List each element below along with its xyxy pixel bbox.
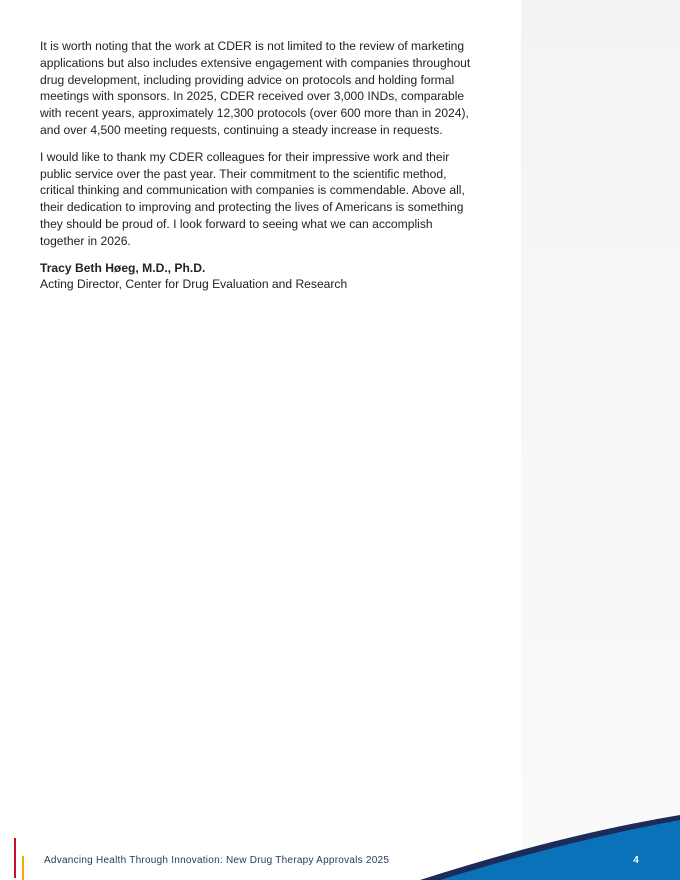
page-number: 4 [633, 855, 639, 866]
paragraph-line: I would like to thank my CDER colleagues for their impressive work and their [40, 149, 450, 164]
footer-wave-blue-band [440, 820, 680, 880]
paragraph-line: and over 4,500 meeting requests, continuing a steady increase in requests. [40, 122, 443, 137]
paragraph-line: applications but also includes extensive engagement with companies throughout [40, 55, 471, 70]
paragraph-line: their dedication to improving and protecting the lives of Americans is something [40, 200, 464, 215]
paragraph-line: together in 2026. [40, 233, 131, 248]
signature-title: Acting Director, Center for Drug Evaluation and Research [40, 277, 348, 292]
paragraph-line: they should be proud of. I look forward to seeing what we can accomplish [40, 216, 433, 231]
footer-red-accent-bar [14, 838, 16, 878]
paragraph-line: It is worth noting that the work at CDER is not limited to the review of marketing [40, 39, 465, 53]
footer-gold-accent-bar [22, 856, 24, 880]
paragraph-line: critical thinking and communication with companies is commendable. Above all, [40, 183, 465, 198]
paragraph-line: meetings with sponsors. In 2025, CDER received over 3,000 INDs, comparable [40, 89, 465, 104]
paragraph-line: drug development, including providing advice on protocols and holding formal [40, 72, 455, 87]
paragraph-line: public service over the past year. Their commitment to the scientific method, [40, 166, 447, 181]
paragraph-line: with recent years, approximately 12,300 protocols (over 600 more than in 2024), [40, 106, 469, 121]
footer-document-title: Advancing Health Through Innovation: New Drug Therapy Approvals 2025 [44, 855, 390, 866]
signature-name: Tracy Beth Høeg, M.D., Ph.D. [40, 260, 206, 275]
